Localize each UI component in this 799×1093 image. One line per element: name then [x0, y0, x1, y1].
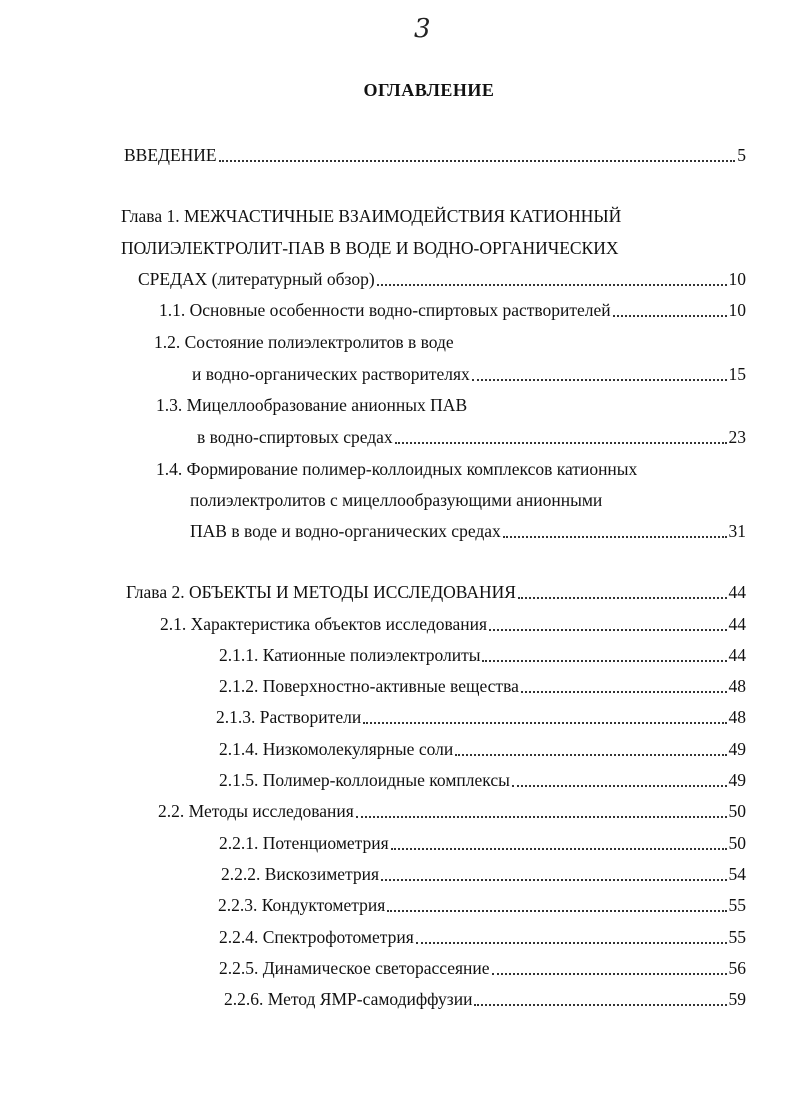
toc-entry-label: и водно-органических растворителях: [192, 364, 470, 384]
toc-section-1-1[interactable]: [159, 299, 746, 321]
dot-leader: [489, 628, 726, 631]
toc-entry-label: ВВЕДЕНИЕ: [124, 145, 217, 165]
dot-leader: [377, 283, 727, 286]
toc-entry-label: 1.1. Основные особенности водно-спиртовых растворителей: [159, 300, 611, 320]
toc-entry-label: 2.1.1. Катионные полиэлектролиты: [219, 645, 481, 665]
dot-leader: [356, 815, 727, 818]
toc-entry-label: 2.2.5. Динамическое светорассеяние: [219, 958, 490, 978]
toc-entry-page: 50: [728, 833, 746, 853]
dot-leader: [521, 690, 727, 693]
toc-section-1-2-line-1[interactable]: 1.2. Состояние полиэлектролитов в воде: [154, 332, 454, 352]
toc-entry-page: 10: [728, 300, 746, 320]
toc-entry-page: 15: [728, 364, 746, 384]
toc-section-2-1-5[interactable]: [219, 769, 746, 791]
toc-entry-label: 2.1.3. Растворители: [216, 707, 362, 727]
dot-leader: [482, 659, 726, 662]
toc-entry-label: 2.2.4. Спектрофотометрия: [219, 927, 414, 947]
toc-section-1-3-line-1[interactable]: 1.3. Мицеллообразование анионных ПАВ: [156, 395, 468, 415]
toc-entry-page: 31: [728, 521, 746, 541]
toc-entry-label: ПАВ в воде и водно-органических средах: [190, 521, 501, 541]
dot-leader: [219, 159, 736, 162]
toc-entry-label: 2.1.5. Полимер-коллоидные комплексы: [219, 770, 510, 790]
dot-leader: [518, 596, 727, 599]
toc-section-2-2[interactable]: [158, 800, 746, 822]
toc-entry-page: 23: [728, 427, 746, 447]
toc-section-2-1-1[interactable]: [219, 644, 746, 666]
toc-entry-page: 55: [728, 895, 746, 915]
toc-section-2-1-3[interactable]: [216, 706, 746, 728]
toc-entry-page: 48: [728, 707, 746, 727]
toc-section-2-2-2[interactable]: [221, 863, 746, 885]
dot-leader: [363, 721, 726, 724]
toc-entry-page: 54: [728, 864, 746, 884]
toc-entry-page: 48: [728, 676, 746, 696]
toc-entry-page: 44: [728, 645, 746, 665]
page-number-mark: 3: [414, 14, 431, 44]
toc-entry-label: 2.1. Характеристика объектов исследования: [160, 614, 488, 634]
toc-entry-label: 2.2. Методы исследования: [158, 801, 354, 821]
toc-section-1-3-line-2[interactable]: [197, 426, 746, 448]
dot-leader: [395, 441, 727, 444]
toc-entry-page: 55: [728, 927, 746, 947]
dot-leader: [416, 941, 727, 944]
dot-leader: [381, 878, 726, 881]
toc-section-2-1-4[interactable]: [219, 738, 746, 760]
toc-section-2-2-3[interactable]: [218, 894, 746, 916]
toc-entry-page: 59: [728, 989, 746, 1009]
toc-entry-page: 49: [728, 739, 746, 759]
page-title: ОГЛАВЛЕНИЕ: [363, 80, 495, 100]
toc-entry-label: 2.2.3. Кондуктометрия: [218, 895, 386, 915]
toc-entry-page: 49: [728, 770, 746, 790]
dot-leader: [492, 972, 727, 975]
toc-entry-page: 5: [737, 145, 746, 165]
toc-chapter-1-line-3[interactable]: [138, 268, 746, 290]
toc-section-2-2-1[interactable]: [219, 832, 746, 854]
toc-entry-label: Глава 2. ОБЪЕКТЫ И МЕТОДЫ ИССЛЕДОВАНИЯ: [126, 582, 516, 602]
dot-leader: [472, 378, 727, 381]
toc-entry-label: СРЕДАХ (литературный обзор): [138, 269, 375, 289]
toc-entry-label: 2.2.2. Вискозиметрия: [221, 864, 380, 884]
toc-entry-page: 50: [728, 801, 746, 821]
toc-entry-page: 10: [728, 269, 746, 289]
toc-entry-label: в водно-спиртовых средах: [197, 427, 393, 447]
toc-section-2-1[interactable]: [160, 613, 746, 635]
toc-entry-label: 2.2.6. Метод ЯМР-самодиффузии: [224, 989, 473, 1009]
toc-section-2-2-4[interactable]: [219, 926, 746, 948]
toc-section-2-2-6[interactable]: [224, 988, 746, 1010]
toc-section-2-1-2[interactable]: [219, 675, 746, 697]
dot-leader: [455, 753, 726, 756]
dot-leader: [387, 909, 726, 912]
toc-section-1-2-line-2[interactable]: [192, 363, 746, 385]
dot-leader: [474, 1003, 726, 1006]
toc-entry-label: 2.1.2. Поверхностно-активные вещества: [219, 676, 519, 696]
toc-entry-label: 2.1.4. Низкомолекулярные соли: [219, 739, 454, 759]
toc-chapter-2[interactable]: [126, 581, 746, 603]
dot-leader: [512, 784, 727, 787]
toc-entry-page: 44: [728, 582, 746, 602]
toc-section-1-4-line-3[interactable]: [190, 520, 746, 542]
dot-leader: [613, 314, 727, 317]
toc-section-1-4-line-2[interactable]: полиэлектролитов с мицеллообразующими анионными: [190, 490, 603, 510]
dot-leader: [391, 847, 727, 850]
toc-section-1-4-line-1[interactable]: 1.4. Формирование полимер-коллоидных комплексов катионных: [156, 459, 638, 479]
toc-entry-page: 56: [728, 958, 746, 978]
toc-entry-intro[interactable]: [124, 144, 746, 166]
dot-leader: [503, 535, 727, 538]
toc-entry-label: 2.2.1. Потенциометрия: [219, 833, 389, 853]
toc-chapter-1-line-2[interactable]: ПОЛИЭЛЕКТРОЛИТ-ПАВ В ВОДЕ И ВОДНО-ОРГАНИЧЕСКИХ: [121, 238, 619, 258]
toc-section-2-2-5[interactable]: [219, 957, 746, 979]
toc-entry-page: 44: [728, 614, 746, 634]
toc-chapter-1-line-1[interactable]: Глава 1. МЕЖЧАСТИЧНЫЕ ВЗАИМОДЕЙСТВИЯ КАТИОННЫЙ: [121, 206, 622, 226]
